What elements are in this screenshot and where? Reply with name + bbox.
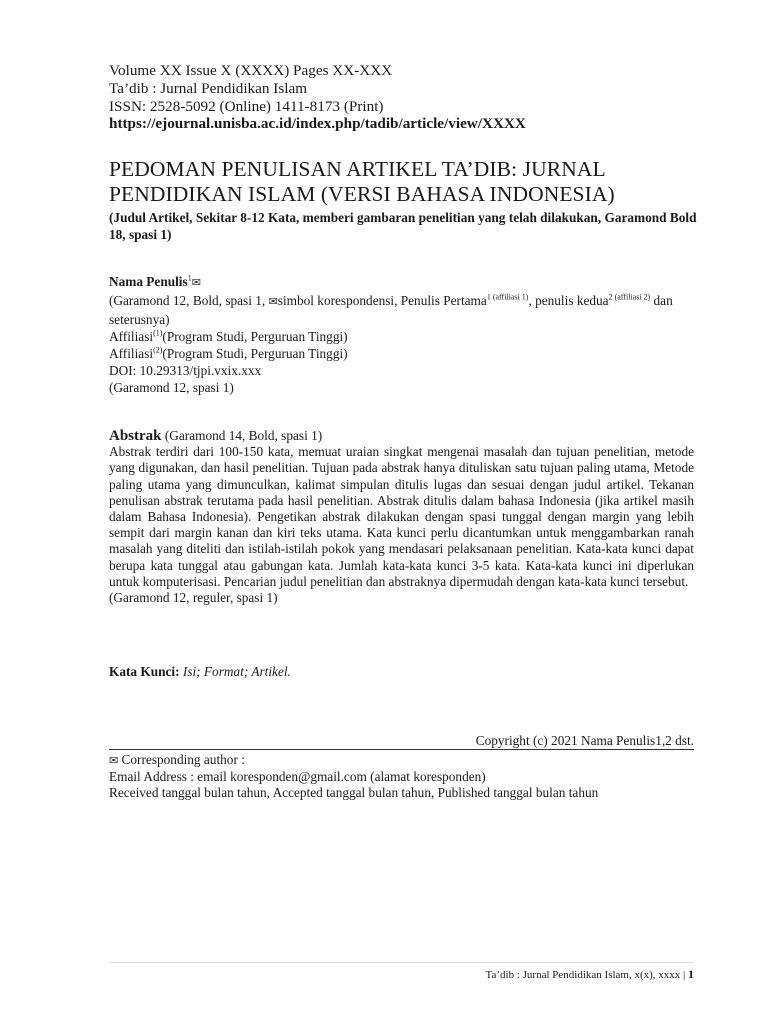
affiliation-2: [109, 345, 709, 362]
abstract-body: Abstrak terdiri dari 100-150 kata, memuat uraian singkat mengenai masalah dan tujuan penelitian, metode yang digunakan, dan hasil penelitian. Tujuan pada abstrak hanya dituliskan satu tujuan paling utama, Metode paling utama yang dimunculkan, kalimat simpulan ditulis lugas dan sesuai dengan judul artikel. Tekanan penulisan abstrak terutama pada hasil penelitian. Abstrak ditulis dalam bahasa Indonesia (jika artikel masih dalam Bahasa Indonesia). Pengetikan abstrak dilakukan dengan spasi tunggal dengan margin yang lebih sempit dari margin kanan dan kiri teks utama. Kata kunci perlu dicantumkan untuk menggambarkan ranah masalah yang diteliti dan istilah-istilah pokok yang mendasari pelaksanaan penelitian. Kata-kata kunci dapat berupa kata tunggal atau gabungan kata. Jumlah kata-kata kunci 3-5 kata. Kata-kata kunci ini diperlukan untuk komputerisasi. Pencarian judul penelitian dan abstraknya dipermudah dengan kata-kata kunci tersebut.: [109, 444, 694, 589]
page-footer: [486, 967, 694, 982]
author-description: [109, 292, 709, 328]
author-desc-part-d: dan seterusnya): [109, 293, 673, 327]
author-desc-part-a: (Garamond 12, Bold, spasi 1,: [109, 293, 269, 308]
affiliation-1-text: (Program Studi, Perguruan Tinggi): [162, 329, 348, 344]
corresponding-author-label: Corresponding author :: [118, 752, 245, 767]
affiliation-1-sup: 1 (affiliasi 1): [486, 292, 529, 302]
volume-line: Volume XX Issue X (XXXX) Pages XX-XXX: [109, 62, 393, 79]
footnote-block: [109, 752, 709, 802]
footer-journal: Ta’dib : Jurnal Pendidikan Islam, x(x), xxxx |: [485, 969, 688, 981]
keywords-line: [109, 664, 694, 680]
author-line: [109, 273, 709, 292]
abstract-heading-note: (Garamond 14, Bold, spasi 1): [161, 428, 323, 443]
affiliation-1: [109, 328, 709, 345]
title-format-note: (Judul Artikel, Sekitar 8-12 Kata, memberi gambaran penelitian yang telah dilakukan, Garamond Bold 18, spasi 1): [109, 210, 697, 242]
footnote-divider: [109, 749, 694, 750]
article-url-line: https://ejournal.unisba.ac.id/index.php/tadib/article/view/XXXX: [109, 115, 526, 133]
affiliation-2-number: (2): [153, 345, 163, 355]
journal-header: [109, 62, 709, 133]
page-number: 1: [688, 967, 694, 981]
article-title: [109, 157, 699, 207]
abstract-section: [109, 428, 694, 606]
abstract-heading: Abstrak: [109, 428, 162, 444]
corresponding-author-line: [109, 752, 709, 769]
doi-line: DOI: 10.29313/tjpi.vxix.xxx: [109, 363, 262, 378]
mail-icon: ✉: [191, 277, 201, 289]
email-address-line: Email Address : email koresponden@gmail.com (alamat koresponden): [109, 769, 486, 785]
copyright-notice: Copyright (c) 2021 Nama Penulis1,2 dst.: [475, 733, 694, 748]
affiliation-2-sup: 2 (affiliasi 2): [608, 292, 651, 302]
journal-name-line: Ta’dib : Jurnal Pendidikan Islam: [109, 79, 308, 97]
affiliation-1-label: Affiliasi: [109, 329, 154, 344]
affiliation-2-text: (Program Studi, Perguruan Tinggi): [162, 346, 348, 361]
footer-rule: [109, 962, 694, 963]
issn-line: ISSN: 2528-5092 (Online) 1411-8173 (Print): [109, 97, 384, 115]
author-format-note: (Garamond 12, spasi 1): [109, 380, 234, 395]
author-name: Nama Penulis: [109, 274, 188, 289]
mail-icon: ✉: [109, 755, 119, 767]
keywords-label: Kata Kunci:: [109, 664, 180, 679]
mail-icon: ✉: [268, 296, 278, 308]
affiliation-2-label: Affiliasi: [109, 346, 154, 361]
author-desc-part-b: simbol korespondensi, Penulis Pertama: [277, 293, 487, 308]
title-line-1: PEDOMAN PENULISAN ARTIKEL TA’DIB: JURNAL: [109, 157, 606, 181]
author-desc-part-c: , penulis kedua: [528, 293, 609, 308]
affiliation-1-number: (1): [153, 328, 163, 338]
author-block: [109, 273, 709, 396]
abstract-heading-line: [109, 428, 694, 444]
abstract-format-note: (Garamond 12, reguler, spasi 1): [109, 590, 278, 606]
author-name-sup: 1: [187, 273, 192, 283]
keywords-values: Isi; Format; Artikel.: [179, 664, 291, 679]
received-dates-line: Received tanggal bulan tahun, Accepted tanggal bulan tahun, Published tanggal bulan tahun: [109, 785, 599, 801]
title-line-2: PENDIDIKAN ISLAM (VERSI BAHASA INDONESIA): [109, 182, 615, 206]
